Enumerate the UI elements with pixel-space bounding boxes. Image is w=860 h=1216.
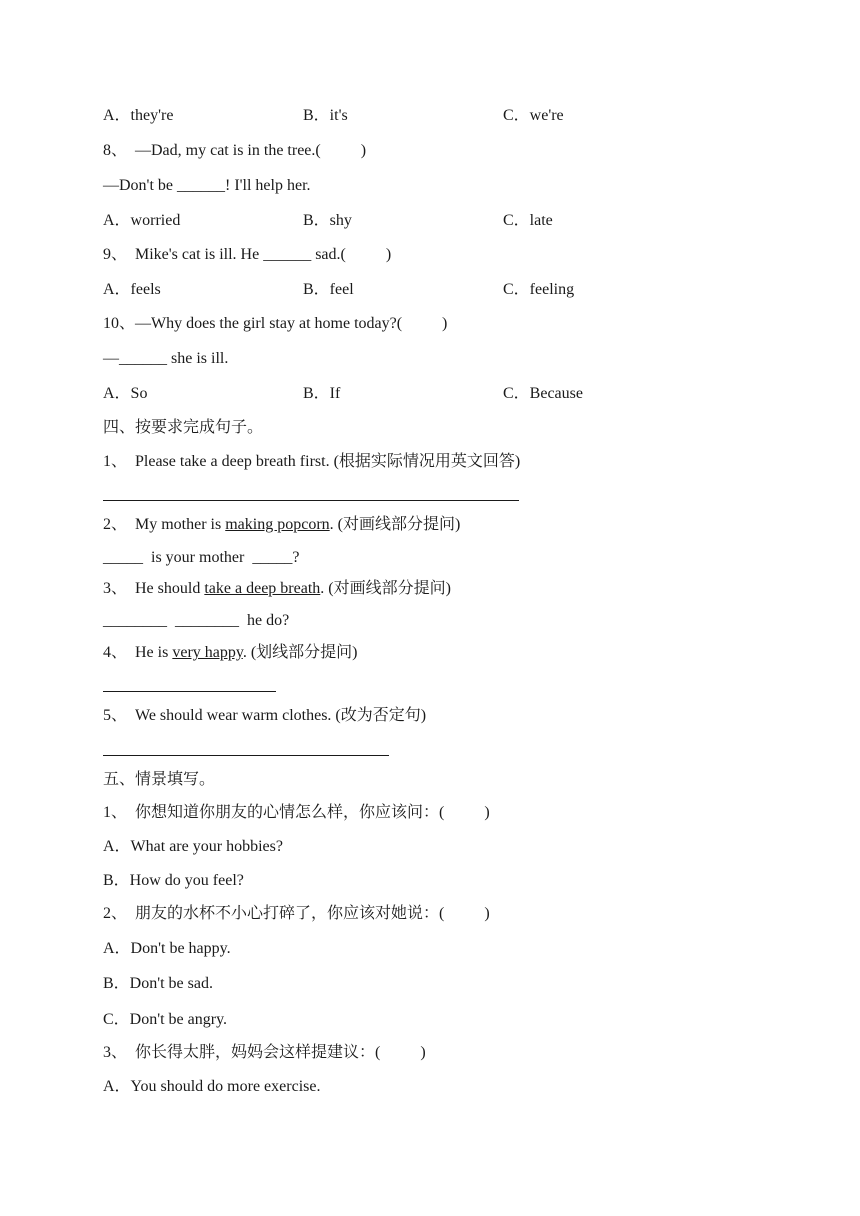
s4-item-4-prefix: 4、 He is bbox=[103, 644, 173, 661]
q7-option-b: B．it's bbox=[303, 107, 348, 124]
s5-question-1: 1、 你想知道你朋友的心情怎么样，你应该问：( ) bbox=[103, 804, 490, 821]
s4-item-2-suffix: . (对画线部分提问) bbox=[329, 516, 461, 533]
s4-item-4-answer-line bbox=[103, 691, 276, 692]
s4-item-3-answer: ________ ________ he do? bbox=[103, 612, 290, 629]
s5-question-2: 2、 朋友的水杯不小心打碎了，你应该对她说：( ) bbox=[103, 905, 490, 922]
q8-option-c: C．late bbox=[503, 212, 553, 229]
s4-item-3-underlined: take a deep breath bbox=[204, 580, 321, 597]
section-4-title: 四、按要求完成句子。 bbox=[103, 419, 264, 436]
q10-option-c: C．Because bbox=[503, 385, 583, 402]
q9-option-b: B．feel bbox=[303, 281, 354, 298]
s4-item-2-answer: _____ is your mother _____? bbox=[103, 549, 300, 566]
q10-option-b: B．If bbox=[303, 385, 341, 402]
q9-option-c: C．feeling bbox=[503, 281, 575, 298]
section-5-title: 五、情景填写。 bbox=[103, 771, 216, 788]
q9-option-a: A．feels bbox=[103, 281, 161, 298]
s5-q3-option-a: A．You should do more exercise. bbox=[103, 1078, 321, 1095]
s4-item-4-underlined: very happy bbox=[172, 644, 243, 661]
q7-option-a: A．they're bbox=[103, 107, 174, 124]
s4-item-1-answer-line bbox=[103, 500, 519, 501]
q7-option-c: C．we're bbox=[503, 107, 564, 124]
q8-option-b: B．shy bbox=[303, 212, 352, 229]
s4-item-2 bbox=[103, 515, 460, 535]
q9-question: 9、 Mike's cat is ill. He ______ sad.( ) bbox=[103, 246, 392, 263]
s5-q2-option-a: A．Don't be happy. bbox=[103, 940, 231, 957]
s5-q2-option-c: C．Don't be angry. bbox=[103, 1011, 228, 1028]
s4-item-3-suffix: . (对画线部分提问) bbox=[320, 580, 451, 597]
s4-item-3 bbox=[103, 579, 451, 599]
s4-item-2-prefix: 2、 My mother is bbox=[103, 516, 226, 533]
q10-response: —______ she is ill. bbox=[103, 350, 229, 367]
s4-item-2-underlined: making popcorn bbox=[225, 516, 330, 533]
q8-option-a: A．worried bbox=[103, 212, 181, 229]
s4-item-3-prefix: 3、 He should bbox=[103, 580, 205, 597]
s5-q2-option-b: B．Don't be sad. bbox=[103, 975, 213, 992]
s5-question-3: 3、 你长得太胖，妈妈会这样提建议：( ) bbox=[103, 1044, 426, 1061]
s4-item-5: 5、 We should wear warm clothes. (改为否定句) bbox=[103, 707, 427, 724]
s4-item-4-suffix: . (划线部分提问) bbox=[242, 644, 358, 661]
s5-q1-option-b: B．How do you feel? bbox=[103, 872, 244, 889]
q10-option-a: A．So bbox=[103, 385, 148, 402]
s4-item-5-answer-line bbox=[103, 755, 389, 756]
s5-q1-option-a: A．What are your hobbies? bbox=[103, 838, 283, 855]
s4-item-1: 1、 Please take a deep breath first. (根据实际情况用英文回答) bbox=[103, 453, 521, 470]
q8-response: —Don't be ______! I'll help her. bbox=[103, 177, 311, 194]
q10-question: 10、—Why does the girl stay at home today?( ) bbox=[103, 315, 448, 332]
s4-item-4 bbox=[103, 643, 358, 663]
q8-question: 8、 —Dad, my cat is in the tree.( ) bbox=[103, 142, 367, 159]
